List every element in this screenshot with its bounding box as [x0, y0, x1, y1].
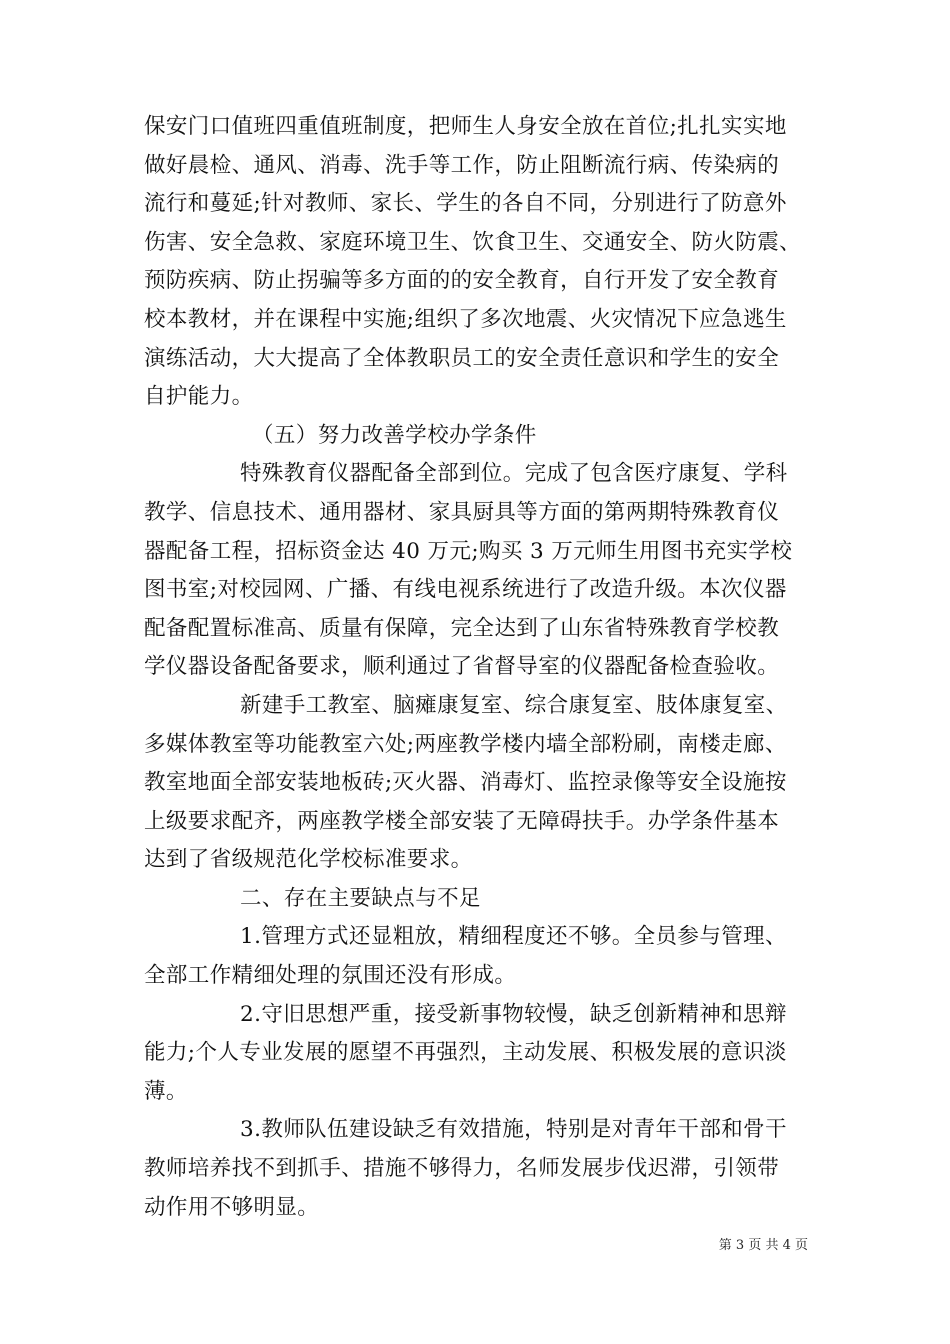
text-line: 配备配置标准高、质量有保障，完全达到了山东省特殊教育学校教 [144, 615, 780, 641]
text-line: 动作用不够明显。 [144, 1194, 320, 1220]
text-line: 自护能力。 [144, 384, 254, 410]
text-line: 教师培养找不到抓手、措施不够得力，名师发展步伐迟滞，引领带 [144, 1156, 780, 1182]
page-number: 第 3 页 共 4 页 [718, 1238, 808, 1253]
text-line: 上级要求配齐，两座教学楼全部安装了无障碍扶手。办学条件基本 [144, 808, 780, 834]
text-line: 图书室;对校园网、广播、有线电视系统进行了改造升级。本次仪器 [144, 577, 787, 603]
text-line: 1.管理方式还显粗放，精细程度还不够。全员参与管理、 [240, 924, 787, 950]
text-line: 达到了省级规范化学校标准要求。 [144, 847, 473, 873]
text-line: 教室地面全部安装地板砖;灭火器、消毒灯、监控录像等安全设施按 [144, 770, 787, 796]
text-line: 能力;个人专业发展的愿望不再强烈，主动发展、积极发展的意识淡 [144, 1040, 787, 1066]
text-line: （五）努力改善学校办学条件 [252, 422, 537, 448]
text-line: 3.教师队伍建设缺乏有效措施，特别是对青年干部和骨干 [240, 1117, 787, 1143]
text-line: 伤害、安全急救、家庭环境卫生、饮食卫生、交通安全、防火防震、 [144, 229, 802, 255]
text-line: 预防疾病、防止拐骗等多方面的的安全教育，自行开发了安全教育 [144, 268, 780, 294]
text-line: 演练活动，大大提高了全体教职员工的安全责任意识和学生的安全 [144, 345, 780, 371]
text-line: 流行和蔓延;针对教师、家长、学生的各自不同，分别进行了防意外 [144, 191, 787, 217]
text-line: 薄。 [144, 1078, 188, 1104]
text-line: 器配备工程，招标资金达 40 万元;购买 3 万元师生用图书充实学校 [144, 538, 793, 564]
text-line: 特殊教育仪器配备全部到位。完成了包含医疗康复、学科 [240, 461, 788, 487]
text-line: 学仪器设备配备要求，顺利通过了省督导室的仪器配备检查验收。 [144, 654, 780, 680]
text-line: 教学、信息技术、通用器材、家具厨具等方面的第两期特殊教育仪 [144, 499, 780, 525]
document-body [144, 108, 812, 1227]
text-line: 校本教材，并在课程中实施;组织了多次地震、火灾情况下应急逃生 [144, 306, 787, 332]
text-line: 多媒体教室等功能教室六处;两座教学楼内墙全部粉刷，南楼走廊、 [144, 731, 787, 757]
text-line: 新建手工教室、脑瘫康复室、综合康复室、肢体康复室、 [240, 692, 788, 718]
text-line: 全部工作精细处理的氛围还没有形成。 [144, 963, 517, 989]
text-line: 做好晨检、通风、消毒、洗手等工作，防止阻断流行病、传染病的 [144, 152, 780, 178]
text-line: 二、存在主要缺点与不足 [240, 885, 481, 911]
text-line: 保安门口值班四重值班制度，把师生人身安全放在首位;扎扎实实地 [144, 114, 787, 139]
text-line: 2.守旧思想严重，接受新事物较慢，缺乏创新精神和思辩 [240, 1001, 787, 1027]
